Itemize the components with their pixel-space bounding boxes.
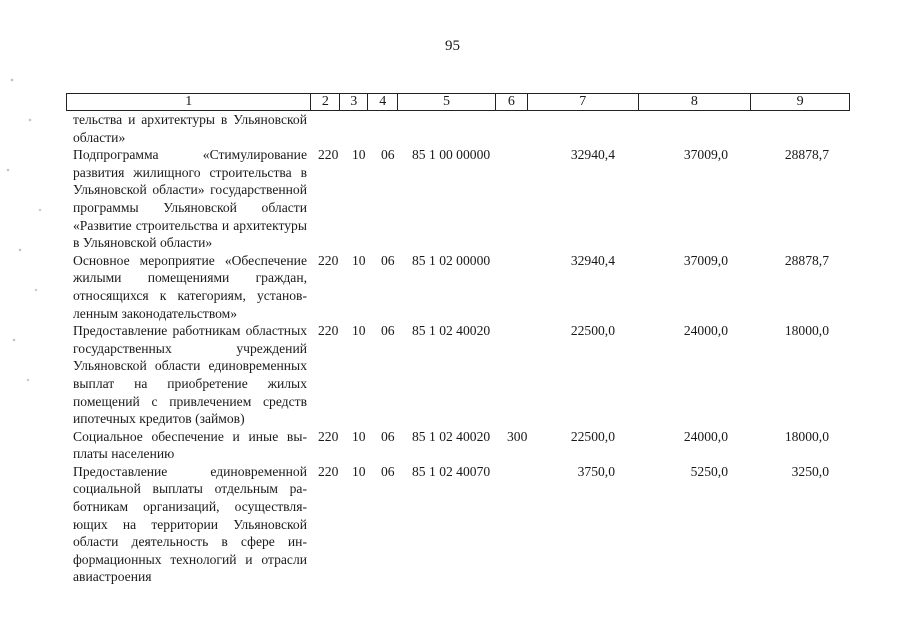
table-body [0, 111, 905, 586]
cell-col-4: 06 [381, 463, 395, 479]
header-col-1: 1 [67, 94, 311, 110]
cell-col-7: 22500,0 [570, 428, 615, 444]
cell-col-9: 28878,7 [784, 147, 829, 163]
cell-col-8: 5250,0 [690, 463, 728, 479]
cell-col-4: 06 [381, 428, 395, 444]
cell-col-3: 10 [352, 428, 366, 444]
row-description: Предоставление работникам областных государственных учреждений Ульяновской области единовременных выплат на приобретение жилых помещений с привлечением средств ипотечных кредитов (займов) [73, 323, 307, 427]
cell-col-5: 85 1 02 40070 [412, 463, 491, 479]
cell-col-9: 18000,0 [784, 323, 829, 339]
row-description: тельства и архитектуры в Ульяновской области» [73, 112, 307, 145]
header-col-7: 7 [528, 94, 639, 110]
cell-col-3: 10 [352, 463, 366, 479]
cell-col-9: 3250,0 [791, 463, 829, 479]
cell-col-2: 220 [318, 463, 339, 479]
header-col-6: 6 [496, 94, 528, 110]
cell-col-8: 24000,0 [683, 428, 728, 444]
cell-col-3: 10 [352, 147, 366, 163]
table-row [0, 463, 905, 586]
cell-col-7: 22500,0 [570, 323, 615, 339]
table-header [66, 93, 850, 111]
cell-col-7: 3750,0 [577, 463, 615, 479]
cell-col-2: 220 [318, 252, 339, 268]
cell-col-8: 24000,0 [683, 323, 728, 339]
cell-col-9: 18000,0 [784, 428, 829, 444]
cell-col-3: 10 [352, 252, 366, 268]
table-row [0, 428, 905, 463]
cell-col-5: 85 1 00 00000 [412, 147, 491, 163]
row-description: Подпрограмма «Стимулирование развития жилищного строительства в Ульяновской области» государственной программы Ульяновской области «Развитие строительства и архитектуры в Ульяновской области» [73, 147, 307, 251]
cell-col-7: 32940,4 [570, 252, 615, 268]
cell-col-4: 06 [381, 147, 395, 163]
row-description: Основное мероприятие «Обеспечение жилыми помещениями граждан, относящихся к категориям, установленным законодательством» [73, 252, 307, 321]
header-col-5: 5 [398, 94, 496, 110]
table-row [0, 322, 905, 428]
table-row [0, 252, 905, 322]
table-row [0, 111, 905, 146]
table-row [0, 146, 905, 252]
cell-col-2: 220 [318, 323, 339, 339]
cell-col-4: 06 [381, 323, 395, 339]
cell-col-3: 10 [352, 323, 366, 339]
header-col-4: 4 [368, 94, 398, 110]
cell-col-5: 85 1 02 40020 [412, 323, 491, 339]
cell-col-2: 220 [318, 428, 339, 444]
cell-col-8: 37009,0 [683, 252, 728, 268]
cell-col-8: 37009,0 [683, 147, 728, 163]
cell-col-7: 32940,4 [570, 147, 615, 163]
cell-col-4: 06 [381, 252, 395, 268]
page-number: 95 [445, 38, 460, 54]
header-col-8: 8 [639, 94, 752, 110]
row-description: Социальное обеспечение и иные выплаты населению [73, 428, 307, 462]
cell-col-9: 28878,7 [784, 252, 829, 268]
cell-col-5: 85 1 02 00000 [412, 252, 491, 268]
header-col-2: 2 [311, 94, 340, 110]
cell-col-6: 300 [507, 428, 528, 444]
cell-col-2: 220 [318, 147, 339, 163]
cell-col-5: 85 1 02 40020 [412, 428, 491, 444]
header-col-9: 9 [796, 94, 804, 109]
header-col-3: 3 [340, 94, 368, 110]
row-description: Предоставление единовременной социальной выплаты отдельным работникам организаций, осуществляющих на территории Ульяновской области деятельность в сфере информационных технологий и отрасли авиастроения [73, 463, 307, 585]
